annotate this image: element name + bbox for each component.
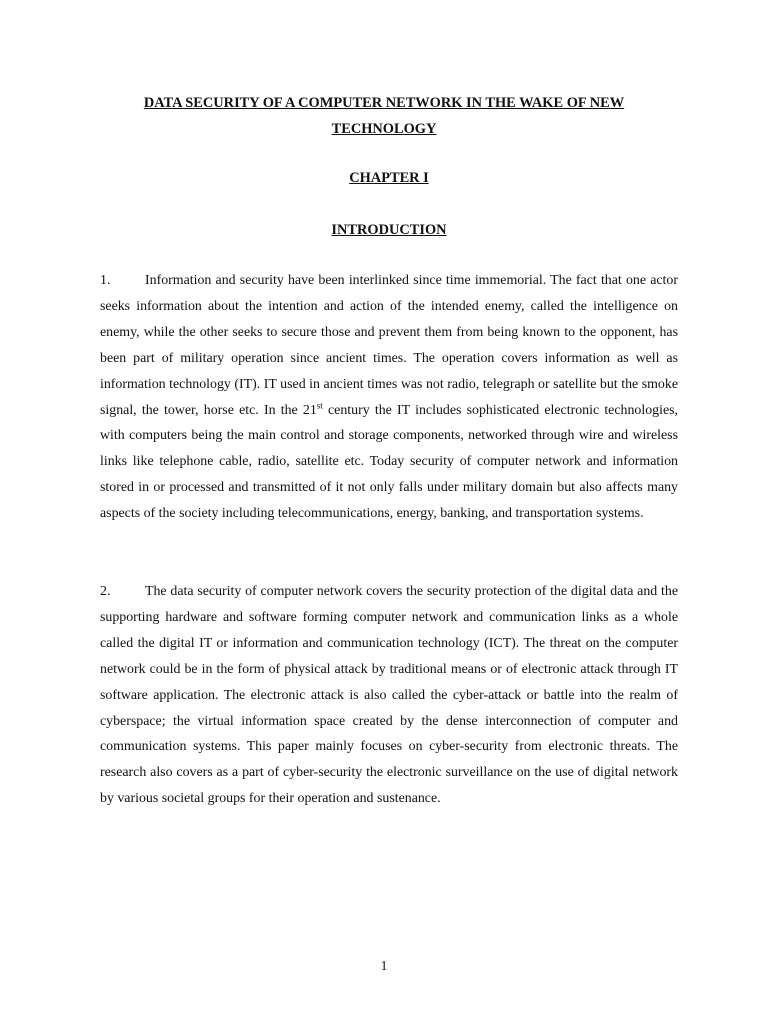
chapter-heading: CHAPTER I [349, 170, 429, 186]
section-heading: INTRODUCTION [331, 222, 447, 238]
paragraph-2 [100, 579, 678, 812]
superscript: st [316, 399, 323, 410]
paragraph-text: The data security of computer network covers the security protection of the digital data and the supporting hardware and software forming computer network and communication links as a whole called the digital IT or information and communication technology (ICT). The threat on the computer network could be in the form of physical attack by traditional means or of electronic attack through IT software application. The electronic attack is also called the cyber-attack or battle into the realm of cyberspace; the virtual information space created by the dense interconnection of computer and communication systems. This paper mainly focuses on cyber-security from electronic threats. The research also covers as a part of cyber-security the electronic surveillance on the use of digital network by various societal groups for their operation and sustenance. [100, 584, 678, 807]
paragraph-text-continued: century the IT includes sophisticated electronic technologies, with computers being the main control and storage components, networked through wire and wireless links like telephone cable, radio, satellite etc. Today security of computer network and information stored in or processed and transmitted of it not only falls under military domain but also affects many aspects of the society including telecommunications, energy, banking, and transportation systems. [100, 402, 678, 522]
document-title: DATA SECURITY OF A COMPUTER NETWORK IN THE WAKE OF NEW TECHNOLOGY [143, 95, 625, 137]
paragraph-number: 1. [100, 273, 111, 288]
paragraph-number: 2. [100, 584, 111, 599]
page-number: 1 [380, 958, 388, 973]
paragraph-text: Information and security have been interlinked since time immemorial. The fact that one actor seeks information about the intention and action of the intended enemy, called the intelligence on enemy, while the other seeks to secure those and prevent them from being known to the opponent, has been part of military operation since ancient times. The operation covers information as well as information technology (IT). IT used in ancient times was not radio, telegraph or satellite but the smoke signal, the tower, horse etc. In the 21 [100, 273, 678, 418]
paragraph-1 [100, 268, 678, 527]
